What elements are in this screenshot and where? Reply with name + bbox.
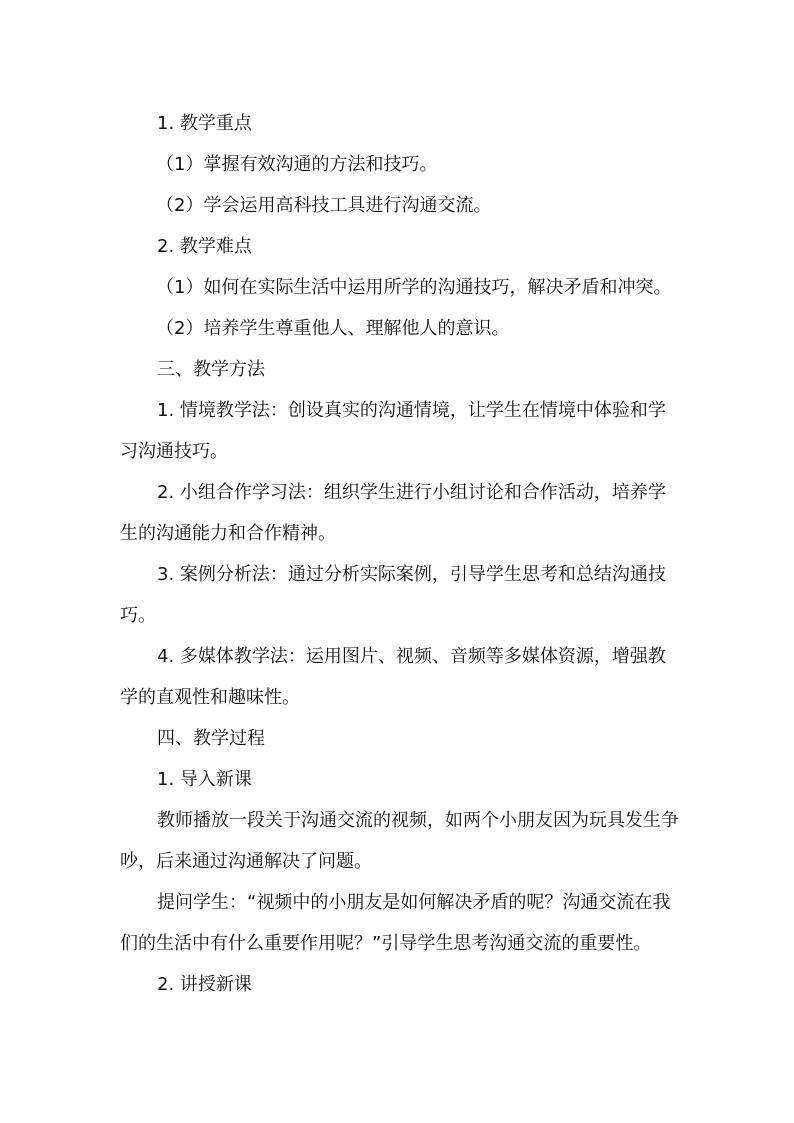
heading-teaching-focus: 1. 教学重点 <box>157 113 252 134</box>
process-step-1: 1. 导入新课 <box>157 769 252 790</box>
document-body <box>120 103 680 1005</box>
difficulty-item-2: （2）培养学生尊重他人、理解他人的意识。 <box>156 318 510 339</box>
process-step-2: 2. 讲授新课 <box>157 974 252 995</box>
method-item-1: 1. 情境教学法：创设真实的沟通情境，让学生在情境中体验和学习沟通技巧。 <box>120 400 666 462</box>
method-item-4: 4. 多媒体教学法：运用图片、视频、音频等多媒体资源，增强教学的直观性和趣味性。 <box>120 646 666 708</box>
section-teaching-process: 四、教学过程 <box>157 728 265 749</box>
section-teaching-methods: 三、教学方法 <box>157 359 265 380</box>
difficulty-item-1: （1）如何在实际生活中运用所学的沟通技巧，解决矛盾和冲突。 <box>156 277 672 298</box>
process-step-1-detail: 教师播放一段关于沟通交流的视频，如两个小朋友因为玩具发生争吵，后来通过沟通解决了问题。 <box>120 810 679 872</box>
process-question: 提问学生：“视频中的小朋友是如何解决矛盾的呢？沟通交流在我们的生活中有什么重要作用呢？”引导学生思考沟通交流的重要性。 <box>120 892 671 954</box>
focus-item-2: （2）学会运用高科技工具进行沟通交流。 <box>156 195 492 216</box>
method-item-3: 3. 案例分析法：通过分析实际案例，引导学生思考和总结沟通技巧。 <box>120 564 666 626</box>
method-item-2: 2. 小组合作学习法：组织学生进行小组讨论和合作活动，培养学生的沟通能力和合作精神。 <box>120 482 666 544</box>
focus-item-1: （1）掌握有效沟通的方法和技巧。 <box>156 154 438 175</box>
heading-teaching-difficulties: 2. 教学难点 <box>157 236 252 257</box>
